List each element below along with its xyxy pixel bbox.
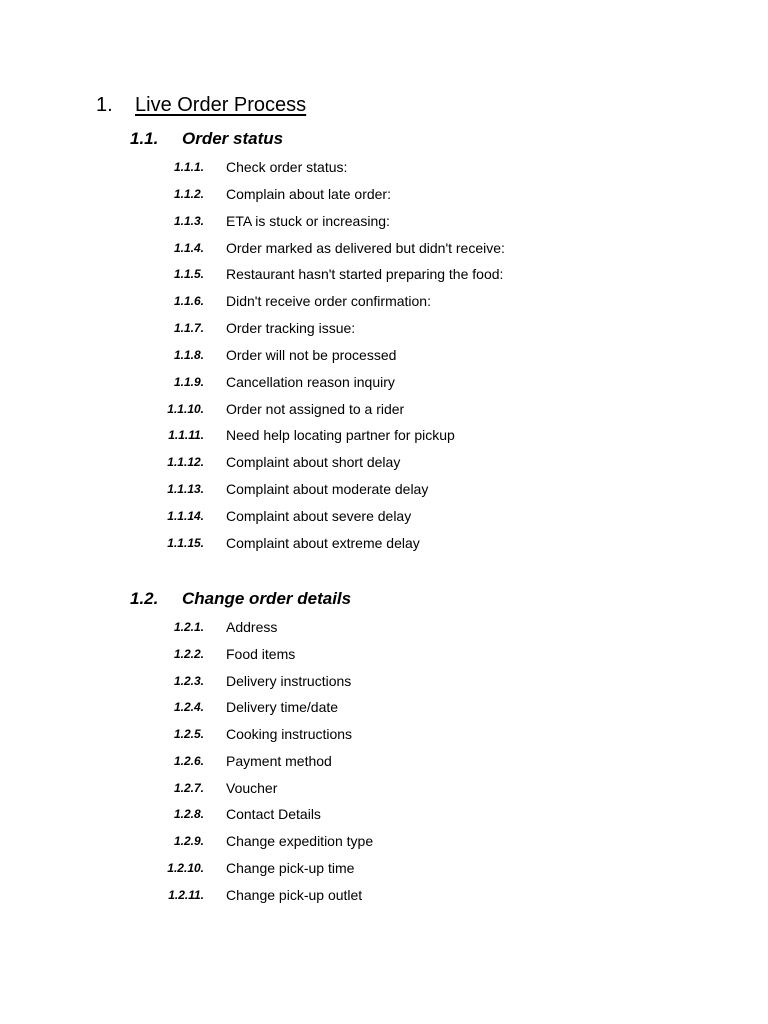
change-order-details-list [0, 614, 768, 908]
item-number: 1.1.14. [167, 508, 204, 523]
item-text: Check order status: [226, 159, 348, 175]
list-item [0, 882, 768, 909]
list-item [0, 342, 768, 369]
list-item [0, 476, 768, 503]
item-text: Complaint about severe delay [226, 507, 412, 524]
list-item [0, 828, 768, 855]
section-title: Order status [182, 129, 284, 148]
item-text: Order marked as delivered but didn't receive: [226, 239, 505, 256]
item-number: 1.2.8. [173, 807, 204, 822]
item-number: 1.1.12. [167, 455, 204, 470]
main-heading [96, 92, 306, 118]
item-text: Address [226, 619, 278, 635]
item-text: Delivery time/date [226, 699, 339, 716]
item-number: 1.1.10. [167, 401, 204, 416]
item-number: 1.2.7. [173, 780, 204, 795]
item-text: Payment method [226, 752, 332, 769]
list-item [0, 801, 768, 828]
item-text: Delivery instructions [226, 672, 352, 689]
list-item [0, 530, 768, 557]
list-item [0, 449, 768, 476]
item-number: 1.2.10. [167, 860, 204, 875]
main-heading-title: Live Order Process [135, 94, 307, 116]
item-number: 1.1.1. [173, 160, 204, 174]
list-item [0, 208, 768, 235]
item-number: 1.1.13. [167, 482, 204, 497]
item-text: Order tracking issue: [226, 320, 356, 337]
list-item [0, 235, 768, 262]
item-number: 1.2.9. [173, 834, 204, 848]
order-status-list [0, 154, 768, 557]
item-text: Need help locating partner for pickup [226, 427, 455, 444]
item-number: 1.2.4. [173, 700, 204, 715]
item-text: Complaint about extreme delay [226, 534, 420, 551]
item-number: 1.2.11. [168, 887, 204, 902]
item-number: 1.2.2. [173, 646, 204, 661]
list-item [0, 315, 768, 342]
list-item [0, 422, 768, 449]
main-heading-number: 1. [96, 94, 113, 116]
item-text: Order not assigned to a rider [226, 400, 405, 417]
item-text: Contact Details [226, 806, 321, 823]
list-item [0, 775, 768, 802]
item-text: Didn't receive order confirmation: [226, 293, 431, 310]
item-number: 1.1.6. [173, 294, 204, 309]
item-number: 1.2.1. [173, 620, 204, 634]
item-text: Complaint about moderate delay [226, 481, 429, 498]
section-heading-change-order-details [130, 588, 351, 610]
item-number: 1.1.9. [173, 374, 204, 389]
item-text: Voucher [226, 779, 278, 796]
item-text: ETA is stuck or increasing: [226, 212, 390, 229]
item-number: 1.1.7. [173, 321, 204, 336]
section-number: 1.2. [130, 589, 159, 608]
item-number: 1.1.5. [173, 267, 204, 282]
list-item [0, 668, 768, 695]
list-item [0, 748, 768, 775]
item-text: Food items [226, 645, 296, 662]
item-number: 1.2.3. [173, 673, 204, 688]
item-number: 1.1.15. [167, 535, 204, 550]
list-item [0, 855, 768, 882]
item-text: Complaint about short delay [226, 454, 401, 471]
item-text: Change pick-up time [226, 859, 355, 876]
item-text: Cooking instructions [226, 726, 353, 742]
list-item [0, 503, 768, 530]
list-item [0, 396, 768, 423]
section-title: Change order details [182, 589, 352, 608]
list-item [0, 614, 768, 641]
item-text: Cancellation reason inquiry [226, 373, 395, 390]
item-number: 1.2.6. [173, 753, 204, 768]
list-item [0, 261, 768, 288]
item-text: Restaurant hasn't started preparing the food: [226, 266, 504, 283]
item-text: Change expedition type [226, 833, 374, 849]
item-number: 1.2.5. [173, 727, 204, 741]
item-number: 1.1.4. [173, 240, 204, 255]
section-heading-order-status [130, 128, 283, 150]
list-item [0, 641, 768, 668]
item-text: Complain about late order: [226, 185, 391, 202]
list-item [0, 369, 768, 396]
item-number: 1.1.11. [168, 428, 204, 443]
list-item [0, 154, 768, 181]
item-number: 1.1.2. [173, 186, 204, 201]
item-text: Order will not be processed [226, 346, 397, 363]
item-number: 1.1.3. [173, 213, 204, 228]
section-number: 1.1. [130, 129, 159, 148]
item-number: 1.1.8. [173, 347, 204, 362]
item-text: Change pick-up outlet [226, 886, 363, 903]
list-item [0, 288, 768, 315]
list-item [0, 721, 768, 748]
list-item [0, 181, 768, 208]
list-item [0, 694, 768, 721]
